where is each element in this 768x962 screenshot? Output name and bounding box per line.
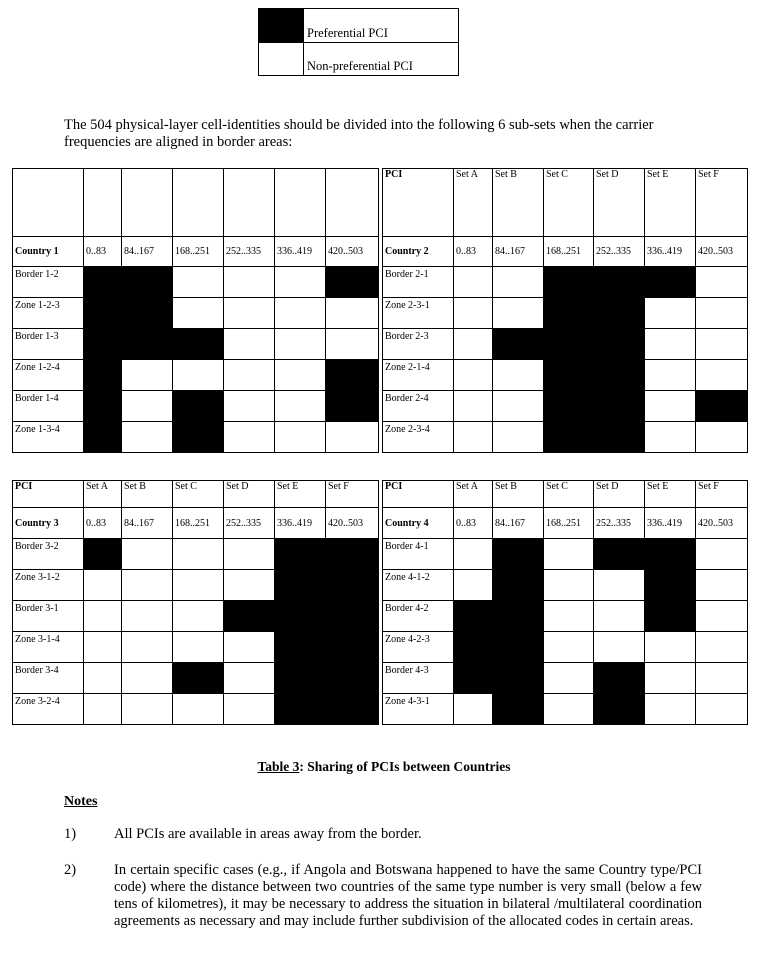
preferential-cell [493, 329, 544, 360]
non-preferential-cell [84, 663, 122, 694]
non-preferential-cell [696, 422, 748, 453]
preferential-cell [493, 694, 544, 725]
non-preferential-cell [696, 539, 748, 570]
non-preferential-cell [645, 694, 696, 725]
non-preferential-cell [224, 694, 275, 725]
table-row [383, 570, 748, 601]
row-label-cell: Border 1-2 [13, 267, 84, 298]
non-preferential-cell [454, 267, 493, 298]
note-2-number: 2) [64, 862, 77, 878]
table-row [383, 360, 748, 391]
table-row [13, 539, 379, 570]
preferential-cell [326, 694, 379, 725]
note-1-number: 1) [64, 826, 77, 842]
non-preferential-cell [594, 632, 645, 663]
non-preferential-cell [224, 267, 275, 298]
preferential-cell [84, 539, 122, 570]
preferential-cell [122, 298, 173, 329]
preferential-cell [594, 663, 645, 694]
row-label-cell: Zone 2-3-1 [383, 298, 454, 329]
table-row [383, 298, 748, 329]
row-label-cell: Border 2-4 [383, 391, 454, 422]
preferential-cell [645, 601, 696, 632]
non-preferential-cell [173, 267, 224, 298]
preferential-cell [84, 298, 122, 329]
preferential-cell [594, 360, 645, 391]
non-preferential-cell [696, 329, 748, 360]
preferential-cell [326, 391, 379, 422]
row-label-cell: Border 4-2 [383, 601, 454, 632]
table-row [13, 329, 379, 360]
pci-range-cell: 252..335 [594, 508, 645, 539]
preferential-cell [594, 267, 645, 298]
non-preferential-cell [544, 570, 594, 601]
non-preferential-cell [454, 391, 493, 422]
preferential-cell [326, 570, 379, 601]
row-label-cell: Border 3-1 [13, 601, 84, 632]
non-preferential-cell [275, 422, 326, 453]
pci-range-cell: 336..419 [645, 508, 696, 539]
set-label-cell: Set A [454, 169, 493, 237]
preferential-cell [173, 391, 224, 422]
table-row [13, 267, 379, 298]
non-preferential-cell [173, 694, 224, 725]
non-preferential-cell [173, 601, 224, 632]
non-preferential-cell [84, 601, 122, 632]
pci-range-cell: 84..167 [122, 237, 173, 267]
set-label-cell: Set B [493, 169, 544, 237]
non-preferential-cell [326, 422, 379, 453]
pci-range-cell: 84..167 [493, 237, 544, 267]
note-2-text: In certain specific cases (e.g., if Angola and Botswana happened to have the same Country type/PCI code) where the distance between two countries of the same type number is very small (below a few tens of kilometres), it may be necessary to address the situation in bilateral /multilateral coordination agreements as necessary and may include further subdivision of the allocated codes in certain areas. [114, 862, 702, 929]
non-preferential-cell [645, 329, 696, 360]
preferential-cell [173, 663, 224, 694]
non-preferential-cell [544, 663, 594, 694]
set-label-cell: Set C [544, 481, 594, 508]
non-preferential-cell [645, 391, 696, 422]
non-preferential-cell [544, 632, 594, 663]
preferential-cell [84, 329, 122, 360]
row-label-cell: Border 2-3 [383, 329, 454, 360]
table-row [13, 663, 379, 694]
table-row [383, 329, 748, 360]
preferential-cell [594, 298, 645, 329]
preferential-cell [173, 329, 224, 360]
row-label-cell: Zone 1-3-4 [13, 422, 84, 453]
set-label-cell: Set C [544, 169, 594, 237]
non-preferential-cell [493, 391, 544, 422]
pci-range-cell: 420..503 [326, 237, 379, 267]
preferential-cell [275, 539, 326, 570]
non-preferential-cell [275, 360, 326, 391]
preferential-cell [594, 422, 645, 453]
non-preferential-cell [122, 663, 173, 694]
preferential-cell [84, 360, 122, 391]
preferential-cell [454, 601, 493, 632]
row-label-cell: Border 3-2 [13, 539, 84, 570]
row-label-cell: Zone 2-3-4 [383, 422, 454, 453]
non-preferential-cell [696, 267, 748, 298]
preferential-cell [454, 663, 493, 694]
set-label-cell [122, 169, 173, 237]
non-preferential-cell [326, 298, 379, 329]
preferential-cell [493, 601, 544, 632]
non-preferential-cell [224, 360, 275, 391]
pci-range-cell: 0..83 [454, 508, 493, 539]
pci-range-cell: 252..335 [224, 508, 275, 539]
table-row [383, 694, 748, 725]
notes-heading: Notes [64, 794, 98, 809]
preferential-cell [275, 632, 326, 663]
non-preferential-cell [454, 360, 493, 391]
table-row [13, 694, 379, 725]
non-preferential-cell [454, 539, 493, 570]
caption-prefix: Table 3 [257, 759, 300, 774]
intro-paragraph: The 504 physical-layer cell-identities should be divided into the following 6 sub-sets when the carrier frequencies are aligned in border areas: [64, 117, 654, 150]
non-preferential-cell [645, 422, 696, 453]
non-preferential-cell [645, 360, 696, 391]
non-preferential-cell [122, 632, 173, 663]
row-label-cell: Border 1-3 [13, 329, 84, 360]
row-label-cell: Zone 3-1-4 [13, 632, 84, 663]
non-preferential-cell [645, 663, 696, 694]
preferential-cell [275, 663, 326, 694]
preferential-cell [493, 570, 544, 601]
non-preferential-cell [224, 329, 275, 360]
row-label-cell: Zone 3-1-2 [13, 570, 84, 601]
table-row [13, 632, 379, 663]
set-label-cell [84, 169, 122, 237]
non-preferential-cell [122, 694, 173, 725]
preferential-cell [326, 360, 379, 391]
non-preferential-cell [122, 360, 173, 391]
pci-header-cell: PCI [383, 169, 454, 237]
set-label-cell: Set F [696, 481, 748, 508]
pci-range-cell: 0..83 [84, 508, 122, 539]
row-label-cell: Border 4-1 [383, 539, 454, 570]
preferential-cell [645, 267, 696, 298]
row-label-cell: Zone 3-2-4 [13, 694, 84, 725]
pci-range-cell: 168..251 [173, 237, 224, 267]
pci-range-cell: 336..419 [275, 237, 326, 267]
non-preferential-cell [696, 663, 748, 694]
preferential-cell [594, 539, 645, 570]
non-preferential-cell [544, 694, 594, 725]
preferential-cell [454, 632, 493, 663]
non-preferential-cell [544, 539, 594, 570]
preferential-cell [544, 391, 594, 422]
pci-range-cell: 84..167 [122, 508, 173, 539]
preferential-cell [326, 601, 379, 632]
set-label-cell: Set E [645, 169, 696, 237]
preferential-cell [84, 422, 122, 453]
preferential-cell [275, 694, 326, 725]
table-caption [0, 759, 768, 775]
pci-range-cell: 336..419 [275, 508, 326, 539]
non-preferential-cell [493, 298, 544, 329]
legend [258, 8, 459, 76]
non-preferential-cell [594, 601, 645, 632]
pci-range-cell: 420..503 [696, 237, 748, 267]
non-preferential-cell [84, 632, 122, 663]
pci-range-cell: 168..251 [544, 237, 594, 267]
preferential-cell [326, 663, 379, 694]
country-label-cell: Country 2 [383, 237, 454, 267]
non-preferential-cell [173, 360, 224, 391]
preferential-cell [544, 422, 594, 453]
set-label-cell: Set A [454, 481, 493, 508]
table-row [383, 663, 748, 694]
pci-range-cell: 252..335 [224, 237, 275, 267]
non-preferential-cell [84, 570, 122, 601]
pci-header-cell: PCI [13, 481, 84, 508]
table-row [13, 570, 379, 601]
pci-table-country-1 [12, 168, 379, 453]
preferential-cell [326, 539, 379, 570]
non-preferential-cell [594, 570, 645, 601]
pci-range-cell: 420..503 [326, 508, 379, 539]
non-preferential-cell [173, 539, 224, 570]
set-label-cell [275, 169, 326, 237]
pci-range-cell: 0..83 [84, 237, 122, 267]
set-label-cell: Set C [173, 481, 224, 508]
non-preferential-cell [454, 329, 493, 360]
table-row [13, 360, 379, 391]
set-label-cell: Set E [645, 481, 696, 508]
non-preferential-cell [275, 298, 326, 329]
set-label-cell: Set D [594, 169, 645, 237]
set-label-cell: Set A [84, 481, 122, 508]
set-label-cell: Set E [275, 481, 326, 508]
non-preferential-cell [544, 601, 594, 632]
row-label-cell: Zone 4-3-1 [383, 694, 454, 725]
caption-text: : Sharing of PCIs between Countries [299, 759, 511, 774]
table-row [383, 422, 748, 453]
preferential-cell [326, 632, 379, 663]
country-label-cell: Country 3 [13, 508, 84, 539]
preferential-cell [544, 360, 594, 391]
non-preferential-cell [696, 601, 748, 632]
preferential-cell [696, 391, 748, 422]
pci-range-cell: 84..167 [493, 508, 544, 539]
preferential-cell [493, 632, 544, 663]
preferential-cell [122, 329, 173, 360]
preferential-cell [493, 539, 544, 570]
preferential-cell [645, 570, 696, 601]
pci-range-cell: 0..83 [454, 237, 493, 267]
row-label-cell: Zone 2-1-4 [383, 360, 454, 391]
non-preferential-cell [173, 570, 224, 601]
non-preferential-cell [645, 298, 696, 329]
non-preferential-swatch [259, 42, 304, 76]
row-label-cell: Border 4-3 [383, 663, 454, 694]
preferential-cell [544, 298, 594, 329]
row-label-cell: Zone 1-2-3 [13, 298, 84, 329]
table-row [383, 632, 748, 663]
non-preferential-cell [454, 694, 493, 725]
table-row [383, 539, 748, 570]
preferential-cell [544, 267, 594, 298]
non-preferential-cell [173, 298, 224, 329]
table-row [383, 267, 748, 298]
pci-range-cell: 336..419 [645, 237, 696, 267]
set-label-cell: Set D [224, 481, 275, 508]
row-label-cell: Border 1-4 [13, 391, 84, 422]
preferential-cell [594, 694, 645, 725]
non-preferential-cell [224, 422, 275, 453]
note-1-text: All PCIs are available in areas away from the border. [114, 826, 422, 842]
non-preferential-cell [224, 663, 275, 694]
preferential-cell [224, 601, 275, 632]
country-label-cell: Country 1 [13, 237, 84, 267]
non-preferential-cell [645, 632, 696, 663]
legend-non-preferential-label: Non-preferential PCI [304, 42, 459, 76]
pci-header-cell [13, 169, 84, 237]
set-label-cell: Set F [696, 169, 748, 237]
non-preferential-cell [696, 570, 748, 601]
pci-range-cell: 168..251 [544, 508, 594, 539]
non-preferential-cell [224, 391, 275, 422]
pci-header-cell: PCI [383, 481, 454, 508]
non-preferential-cell [224, 570, 275, 601]
non-preferential-cell [122, 601, 173, 632]
set-label-cell: Set D [594, 481, 645, 508]
non-preferential-cell [493, 267, 544, 298]
table-row [13, 298, 379, 329]
country-label-cell: Country 4 [383, 508, 454, 539]
table-row [13, 601, 379, 632]
pci-range-cell: 252..335 [594, 237, 645, 267]
preferential-cell [173, 422, 224, 453]
row-label-cell: Border 2-1 [383, 267, 454, 298]
preferential-cell [275, 601, 326, 632]
non-preferential-cell [454, 298, 493, 329]
non-preferential-cell [493, 360, 544, 391]
non-preferential-cell [275, 267, 326, 298]
non-preferential-cell [696, 298, 748, 329]
pci-range-cell: 420..503 [696, 508, 748, 539]
preferential-cell [645, 539, 696, 570]
non-preferential-cell [275, 329, 326, 360]
preferential-cell [84, 267, 122, 298]
non-preferential-cell [224, 298, 275, 329]
non-preferential-cell [173, 632, 224, 663]
non-preferential-cell [696, 360, 748, 391]
preferential-cell [122, 267, 173, 298]
non-preferential-cell [454, 570, 493, 601]
preferential-cell [275, 570, 326, 601]
set-label-cell: Set B [493, 481, 544, 508]
non-preferential-cell [122, 422, 173, 453]
preferential-cell [544, 329, 594, 360]
row-label-cell: Zone 4-2-3 [383, 632, 454, 663]
non-preferential-cell [122, 539, 173, 570]
non-preferential-cell [493, 422, 544, 453]
non-preferential-cell [275, 391, 326, 422]
set-label-cell [173, 169, 224, 237]
non-preferential-cell [454, 422, 493, 453]
set-label-cell [326, 169, 379, 237]
preferential-cell [326, 267, 379, 298]
pci-table-country-2 [382, 168, 748, 453]
non-preferential-cell [696, 632, 748, 663]
pci-table-country-4 [382, 480, 748, 725]
table-row [383, 391, 748, 422]
table-row [383, 601, 748, 632]
set-label-cell: Set F [326, 481, 379, 508]
preferential-cell [594, 329, 645, 360]
legend-preferential-label: Preferential PCI [304, 9, 459, 43]
preferential-swatch [259, 9, 304, 43]
row-label-cell: Zone 4-1-2 [383, 570, 454, 601]
non-preferential-cell [224, 632, 275, 663]
row-label-cell: Border 3-4 [13, 663, 84, 694]
pci-table-country-3 [12, 480, 379, 725]
preferential-cell [84, 391, 122, 422]
set-label-cell [224, 169, 275, 237]
table-row [13, 422, 379, 453]
non-preferential-cell [696, 694, 748, 725]
preferential-cell [594, 391, 645, 422]
table-row [13, 391, 379, 422]
non-preferential-cell [326, 329, 379, 360]
non-preferential-cell [224, 539, 275, 570]
non-preferential-cell [122, 570, 173, 601]
row-label-cell: Zone 1-2-4 [13, 360, 84, 391]
non-preferential-cell [84, 694, 122, 725]
non-preferential-cell [122, 391, 173, 422]
preferential-cell [493, 663, 544, 694]
pci-range-cell: 168..251 [173, 508, 224, 539]
set-label-cell: Set B [122, 481, 173, 508]
